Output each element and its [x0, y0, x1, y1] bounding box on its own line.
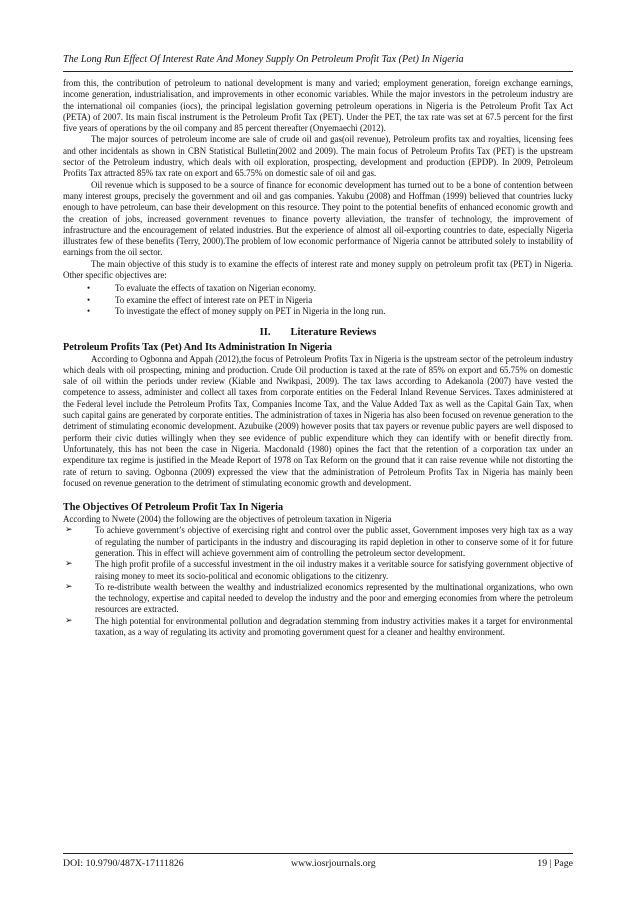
- list-item: ➢ The high profit profile of a successful investment in the oil industry makes it a veritable source for satisfying government objective of raising money to meet its socio-political and economic obligations to the citizenry.: [65, 559, 573, 581]
- intro-paragraph-2: The major sources of petroleum income are sale of crude oil and gas(oil revenue), Petroleum profits tax and royalties, licensing fees and other incidentals as shown in CBN Statistical Bulletin(2002 and 2009). The main focus of Petroleum Profits Tax (PET) is the upstream sector of the Petroleum industry, which deals with oil exploration, prospecting, development and production (EPDP). In 2009, Petroleum Profits Tax attracted 85% tax rate on export and 65.75% on domestic sale of oil and gas.: [63, 134, 573, 179]
- journal-website-link[interactable]: www.iosrjournals.org: [291, 858, 376, 869]
- subsection-heading-pet-administration: Petroleum Profits Tax (Pet) And Its Administration In Nigeria: [63, 341, 333, 353]
- bullet-icon: •: [87, 283, 91, 294]
- footer-rule: [63, 853, 573, 854]
- literature-paragraph: According to Ogbonna and Appah (2012),the focus of Petroleum Profits Tax in Nigeria is the upstream sector of the petroleum industry which deals with oil prospecting, mining and production. Crude Oil production is taxed at the rate of 85% on export and 65.75% on domestic sale of oil within the periods under review (Kiable and Nwikpasi, 2009). The tax laws according to Adekanola (2007) have vested the competence to assess, administer and collect all taxes from corporate entities on the Federal Inland Revenue Services. Taxes administered at the Federal level include the Petroleum Profits Tax, Companies Income Tax, and the Value Added Tax as well as the Capital Gain Tax, when such capital gains are generated by corporate entities. The administration of taxes in Nigeria has also been focused on revenue generation to the detriment of stimulating economic development. Azubuike (2009) however posits that tax payers or revenue public payers are well disposed to perform their civic duties willingly when they see evidence of public expenditure which they can identify with or benefit directly from. Unfortunately, this has not been the case in Nigeria. Macdonald (1980) opines the fact that the retention of a corporation tax under an expenditure tax regime is justified in the Meade Report of 1978 on Tax Reform on the ground that it can raise revenue while not distorting the rate of return to saving. Ogbonna (2009) expressed the view that the administration of Petroleum Profits Tax in Nigeria has mainly been focused on revenue generation to the detriment of stimulating economic growth and development.: [63, 353, 573, 488]
- objectives-intro: According to Nwete (2004) the following are the objectives of petroleum taxation in Nigeria: [63, 514, 392, 525]
- bullet-icon: •: [87, 294, 91, 305]
- article-body: [63, 78, 573, 638]
- intro-paragraph-1: from this, the contribution of petroleum to national development is many and varied; employment generation, foreign exchange earnings, income generation, industrialisation, and improvements in other economic variables. While the major investors in the petroleum industry are the international oil companies (iocs), the principal legislation governing petroleum operations in Nigeria is the Petroleum Profit Tax Act (PETA) of 2007. Its main fiscal instrument is the Petroleum Profit Tax (PET). Under the PET, the tax rate was set at 67.5 percent for the first five years of operations by the oil company and 85 percent thereafter (Onyemaechi (2012).: [63, 78, 573, 134]
- arrow-bullet-icon: ➢: [65, 559, 73, 570]
- page-number: 19 | Page: [537, 858, 573, 869]
- list-item: • To examine the effect of interest rate on PET in Nigeria: [87, 294, 313, 305]
- intro-paragraph-3: Oil revenue which is supposed to be a source of finance for economic development has turned out to be a bone of contention between many interest groups, precisely the government and oil and gas companies. Yakubu (2008) and Hoffman (1999) believed that countries lucky enough to have petroleum, can base their development on this resource. They point to the potential benefits of enhanced economic growth and the creation of jobs, increased government revenues to finance poverty alleviation, the transfer of technology, the improvement of infrastructure and the encouragement of related industries. But the experience of almost all oil-exporting countries to date, especially Nigeria illustrates few of these benefits (Terry, 2000).The problem of low economic performance of Nigeria cannot be attributed solely to instability of earnings from the oil sector.: [63, 179, 573, 258]
- intro-paragraph-4: The main objective of this study is to examine the effects of interest rate and money supply on petroleum profit tax (PET) in Nigeria. Other specific objectives are:: [63, 258, 573, 281]
- list-item: ➢ The high potential for environmental pollution and degradation stemming from industry activities makes it a target for environmental taxation, as a way of regulating its activity and promoting government quest for a cleaner and healthy environment.: [65, 615, 573, 638]
- running-header: The Long Run Effect Of Interest Rate And Money Supply On Petroleum Profit Tax (Pet) In Nigeria: [63, 54, 464, 65]
- pet-objectives-list: [63, 525, 573, 638]
- bullet-icon: •: [87, 305, 91, 316]
- doi-text: DOI: 10.9790/487X-17111826: [63, 858, 184, 869]
- arrow-bullet-icon: ➢: [65, 615, 73, 626]
- specific-objectives-list: [63, 283, 573, 317]
- section-number: II.: [259, 327, 271, 339]
- arrow-bullet-icon: ➢: [65, 525, 73, 536]
- header-rule: [63, 71, 573, 72]
- list-item: • To evaluate the effects of taxation on Nigerian economy.: [87, 283, 316, 294]
- subsection-heading-objectives: The Objectives Of Petroleum Profit Tax In Nigeria: [63, 502, 284, 514]
- journal-page: [63, 0, 573, 902]
- arrow-bullet-icon: ➢: [65, 581, 73, 592]
- list-item: • To investigate the effect of money supply on PET in Nigeria in the long run.: [87, 305, 386, 316]
- section-heading: [63, 327, 573, 338]
- section-title: Literature Reviews: [290, 327, 377, 339]
- list-item: ➢ To achieve government’s objective of exercising right and control over the public asset, Government imposes very high tax as a way of regulating the number of participants in the industry and discouraging its rapid depletion in other to conserve some of it for future generation. This in effect will achieve government aim of controlling the petroleum sector development.: [65, 525, 573, 558]
- list-item: ➢ To re-distribute wealth between the wealthy and industrialized economics represented by the multinational organizations, who own the technology, expertise and capital needed to develop the industry and the poor and emerging economies from where the petroleum resources are extracted.: [65, 581, 573, 615]
